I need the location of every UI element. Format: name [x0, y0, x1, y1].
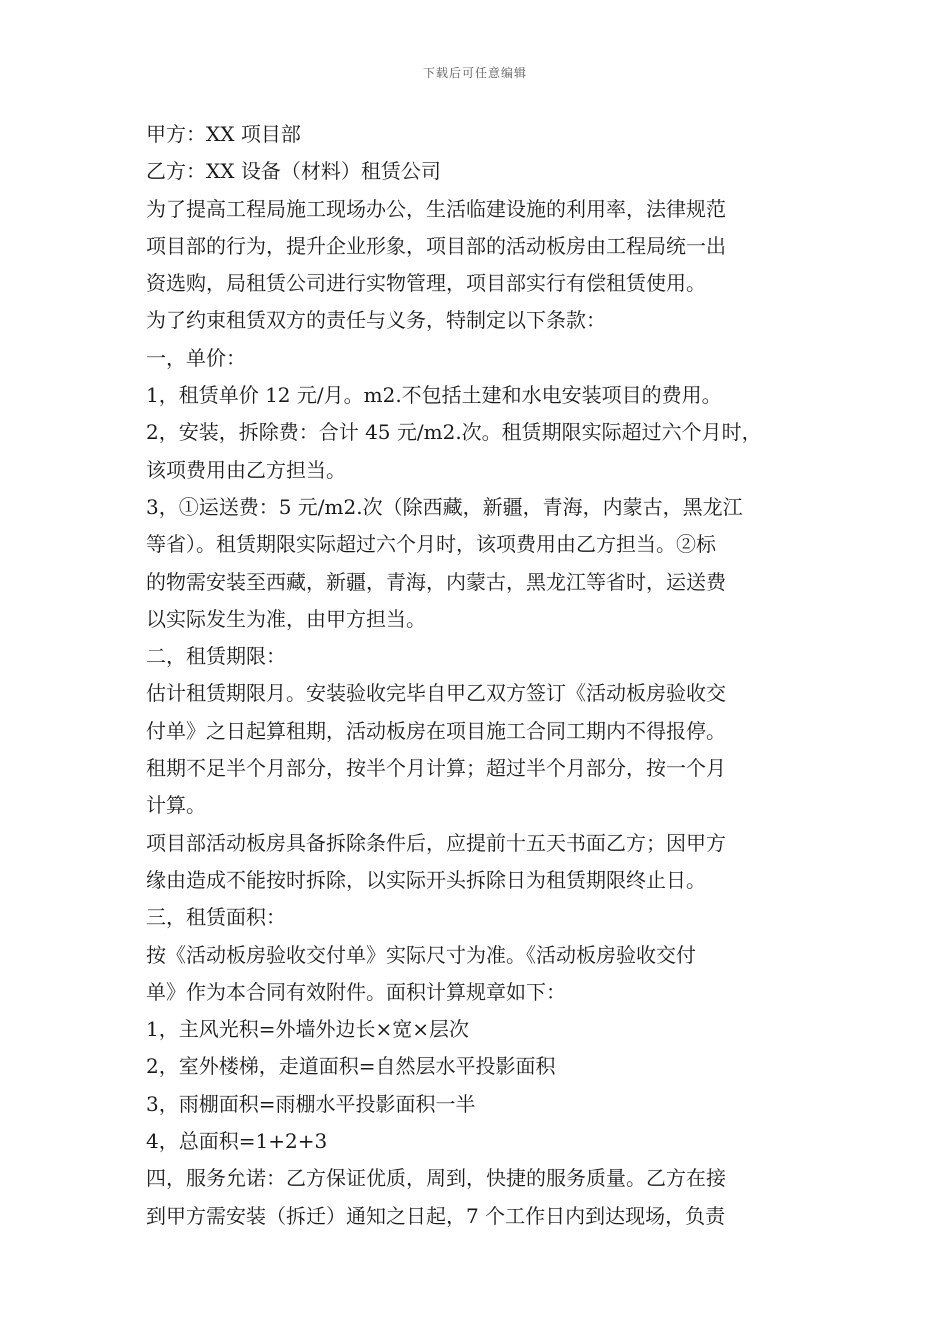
- text-line: 4，总面积=1+2+3: [146, 1129, 328, 1154]
- text-line: 租期不足半个月部分，按半个月计算；超过半个月部分，按一个月: [146, 756, 726, 781]
- header-note: 下载后可任意编辑: [422, 66, 527, 80]
- text-line: 2，室外楼梯，走道面积=自然层水平投影面积: [146, 1054, 556, 1079]
- text-line: 项目部活动板房具备拆除条件后，应提前十五天书面乙方；因甲方: [146, 830, 726, 855]
- text-line: 按《活动板房验收交付单》实际尺寸为准。《活动板房验收交付: [146, 942, 696, 967]
- text-line: 甲方：XX 项目部: [146, 122, 301, 146]
- text-line: 1，主风光积=外墙外边长×宽×层次: [146, 1017, 469, 1042]
- text-line: 缘由造成不能按时拆除，以实际开头拆除日为租赁期限终止日。: [146, 867, 706, 892]
- text-line: 等省）。租赁期限实际超过六个月时，该项费用由乙方担当。②标: [146, 532, 716, 557]
- text-line: 到甲方需安装（拆迁）通知之日起，7 个工作日内到达现场，负责: [146, 1203, 726, 1228]
- text-line: 该项费用由乙方担当。: [146, 457, 346, 482]
- text-line: 付单》之日起算租期，活动板房在项目施工合同工期内不得报停。: [146, 718, 726, 743]
- document-body: [146, 116, 818, 1235]
- text-line: 为了提高工程局施工现场办公，生活临建设施的利用率，法律规范: [146, 196, 726, 221]
- text-line: 项目部的行为，提升企业形象，项目部的活动板房由工程局统一出: [146, 233, 726, 258]
- text-line: 为了约束租赁双方的责任与义务，特制定以下条款：: [146, 308, 606, 333]
- text-line: 估计租赁期限月。安装验收完毕自甲乙双方签订《活动板房验收交: [146, 681, 726, 706]
- text-line: 的物需安装至西藏，新疆，青海，内蒙古，黑龙江等省时，运送费: [146, 569, 726, 594]
- text-line: 四，服务允诺：乙方保证优质，周到，快捷的服务质量。乙方在接: [146, 1166, 726, 1191]
- text-line: 以实际发生为准，由甲方担当。: [146, 606, 426, 631]
- text-line: 资选购，局租赁公司进行实物管理，项目部实行有偿租赁使用。: [146, 271, 706, 296]
- text-line: 2，安装，拆除费：合计 45 元/m2.次。租赁期限实际超过六个月时，: [146, 420, 762, 445]
- text-line: 3，①运送费：5 元/m2.次（除西藏，新疆，青海，内蒙古，黑龙江: [146, 494, 743, 519]
- text-line: 一，单价：: [146, 345, 246, 370]
- text-line: 1，租赁单价 12 元/月。m2.不包括土建和水电安装项目的费用。: [146, 383, 722, 408]
- text-line: 二，租赁期限：: [146, 644, 286, 669]
- text-line: 单》作为本合同有效附件。面积计算规章如下：: [146, 979, 566, 1004]
- text-line: 三，租赁面积：: [146, 905, 286, 930]
- text-line: 乙方：XX 设备（材料）租赁公司: [146, 159, 441, 184]
- text-line: 3，雨棚面积=雨棚水平投影面积一半: [146, 1091, 476, 1116]
- text-line: 计算。: [146, 793, 206, 818]
